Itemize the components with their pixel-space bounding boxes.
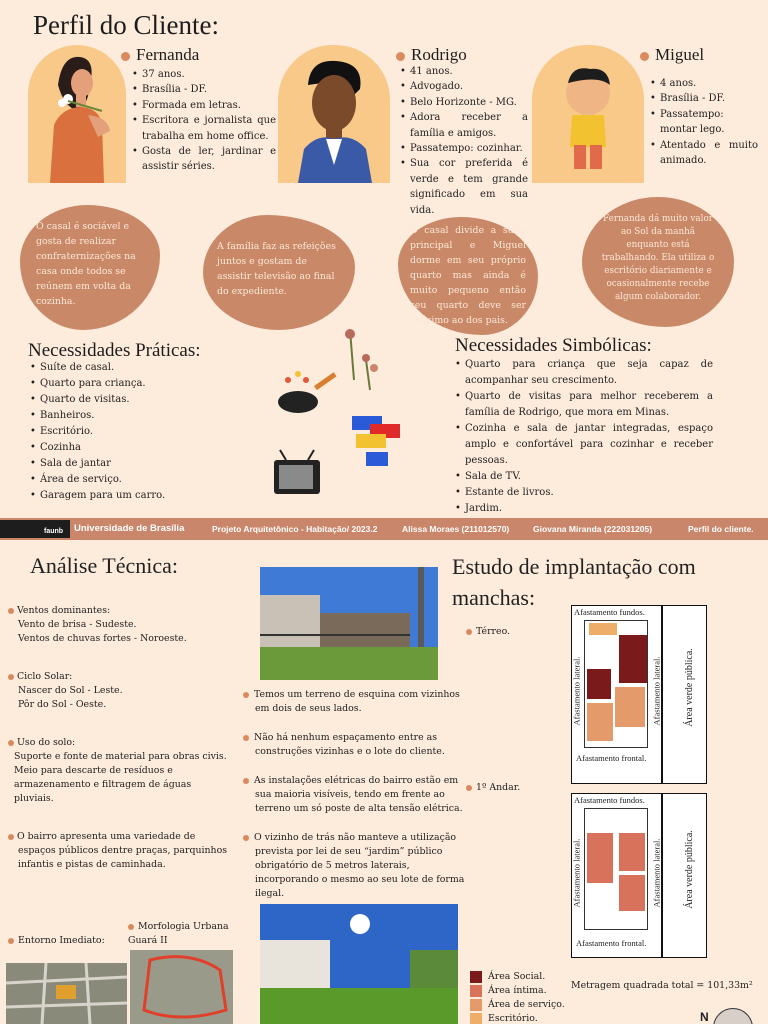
public-spaces-block: O bairro apresenta uma variedade de espaços públicos dentre praças, parquinhos infantis e pistas de caminhada. [8,830,233,872]
rodrigo-details: • 41 anos. • Advogado. • Belo Horizonte - MG. • Adora receber a família e amigos. • Passatempo: cozinhar. • Sua cor preferida é verde e tem grande significado em sua vida. [400,64,528,218]
urban-morphology-label: Morfologia Urbana Guará II [128,921,229,946]
legend-item: Área Social. [470,970,565,984]
bullet-dot-icon [243,692,249,698]
lego-icon [352,416,400,466]
bullet-dot-icon [8,834,14,840]
practical-needs-list: • Suíte de casal. • Quarto para criança. • Quarto de visitas. • Banheiros. • Escritório. • Cozinha • Sala de jantar • Área de serviço. • Garagem para um carro. [30,360,210,504]
analysis-middle: Temos um terreno de esquina com vizinhos em dois de seus lados. Não há nenhum espaçamento entre as construções vizinhas e o lote do cliente. As instalações elétricas do bairro estão em sua maioria visíveis, tendo em frente ao terreno um só poste de alta tensão elétrica. O vizinho de trás não manteve a utilização prevista por lei de seu “jardim” público obrigatório de 5 metros laterais, incorporando o mesmo ao seu lote de forma ilegal. [243,688,468,901]
person-name-fernanda: Fernanda [121,45,199,65]
bullet-dot-icon [8,938,14,944]
bullet-dot-icon [243,835,249,841]
bullet-dot-icon [243,778,249,784]
surroundings-map [6,963,127,1024]
site-photo-street [260,567,438,680]
miguel-portrait [532,45,644,183]
analysis-left [8,604,233,872]
practical-needs-title: Necessidades Práticas: [28,340,201,361]
footer-bar [0,518,768,540]
bullet-dot-icon [128,924,134,930]
soil-block: Uso do solo: Suporte e fonte de material para obras civis. Meio para descarte de resíduos e armazenamento e filtragem de águas pluviais. [8,736,233,806]
note-blob-social: O casal é sociável e gosta de realizar confraternizações na casa onde todos se reúnem em volta da cozinha. [20,205,160,330]
legend-item: Escritório. [470,1012,565,1024]
frying-pan-icon [278,371,337,413]
legend-item: Área íntima. [470,984,565,998]
symbolic-needs-list: • Quarto para criança que seja capaz de acompanhar seu crescimento. • Quarto de visitas para melhor receberem a família de Rodrigo, que mora em Minas. • Cozinha e sala de jantar integradas, espaço amplo e confortável para cozinhar e receber pessoas. • Sala de TV. • Estante de livros. • Jardim. [455,357,713,517]
fernanda-portrait [28,45,126,183]
symbolic-needs-title: Necessidades Simbólicas: [455,335,652,356]
bullet-dot-icon [243,735,249,741]
implantation-title: Estudo de implantação com manchas: [452,554,696,610]
note-blob-meals: A família faz as refeições juntos e gostam de assistir televisão ao final do expediente. [203,215,355,330]
man-illustration [278,45,390,183]
bullet-dot-icon [8,740,14,746]
bullet-dot-icon [396,52,405,61]
page-title: Perfil do Cliente: [33,10,219,40]
decor-icons [270,320,440,500]
ground-floor-label: Térreo. [466,625,510,639]
note-blob-office: Fernanda dá muito valor ao Sol da manhã enquanto está trabalhando. Ela utiliza o escritório diariamente e ocasionalmente recebe algum colaborador. [582,197,734,327]
bullet-dot-icon [466,629,472,635]
tv-icon [274,450,320,494]
first-floor-label: 1º Andar. [466,781,520,795]
miguel-details: • 4 anos. • Brasília - DF. • Passatempo: montar lego. • Atentado e muito animado. [650,76,758,168]
surroundings-label: Entorno Imediato: [8,934,105,948]
sheet-topic: Perfil do cliente. [688,524,754,534]
morphology-map [130,950,233,1024]
plan-legend [470,970,565,1024]
child-illustration [532,45,644,183]
sun-block: Ciclo Solar: Nascer do Sol - Leste. Pôr do Sol - Oeste. [8,670,233,712]
flower-icon [345,329,378,390]
note-blob-bedrooms: O casal divide a suíte principal e Miguel dorme em seu próprio quarto mas ainda é muito pequeno então seu quarto deve ser próximo ao dos pais. [398,217,538,335]
student-2: Giovana Miranda (222031205) [533,524,653,534]
site-photo-lot [260,904,458,1024]
person-name-rodrigo: Rodrigo [396,45,467,65]
bullet-dot-icon [8,674,14,680]
bullet-dot-icon [8,608,14,614]
bullet-dot-icon [640,52,649,61]
bullet-dot-icon [121,52,130,61]
plan-ground-floor: Afastamento fundos. Afastamento frontal. Afastamento lateral. Afastamento lateral. Área verde pública. [571,605,707,784]
logo-text: faunb [44,528,64,535]
university-name: Universidade de Brasília [74,523,185,534]
rodrigo-portrait [278,45,390,183]
plan-first-floor: Afastamento fundos. Afastamento frontal. Afastamento lateral. Afastamento lateral. Área verde pública. [571,793,707,958]
north-label: N [700,1010,709,1024]
winds-block: Ventos dominantes: Vento de brisa - Sudeste. Ventos de chuvas fortes - Noroeste. [8,604,233,646]
compass-icon [713,1008,753,1024]
total-area: Metragem quadrada total = 101,33m² [571,980,753,991]
woman-illustration [28,45,126,183]
project-name: Projeto Arquitetônico - Habitação/ 2023.2 [212,524,378,534]
legend-item: Área de serviço. [470,998,565,1012]
person-name-miguel: Miguel [640,45,704,65]
student-1: Alissa Moraes (211012570) [402,524,510,534]
fernanda-details: • 37 anos. • Brasília - DF. • Formada em letras. • Escritora e jornalista que trabalha em home office. • Gosta de ler, jardinar e assistir séries. [132,67,276,175]
technical-analysis-title: Análise Técnica: [30,553,179,578]
bullet-dot-icon [466,785,472,791]
